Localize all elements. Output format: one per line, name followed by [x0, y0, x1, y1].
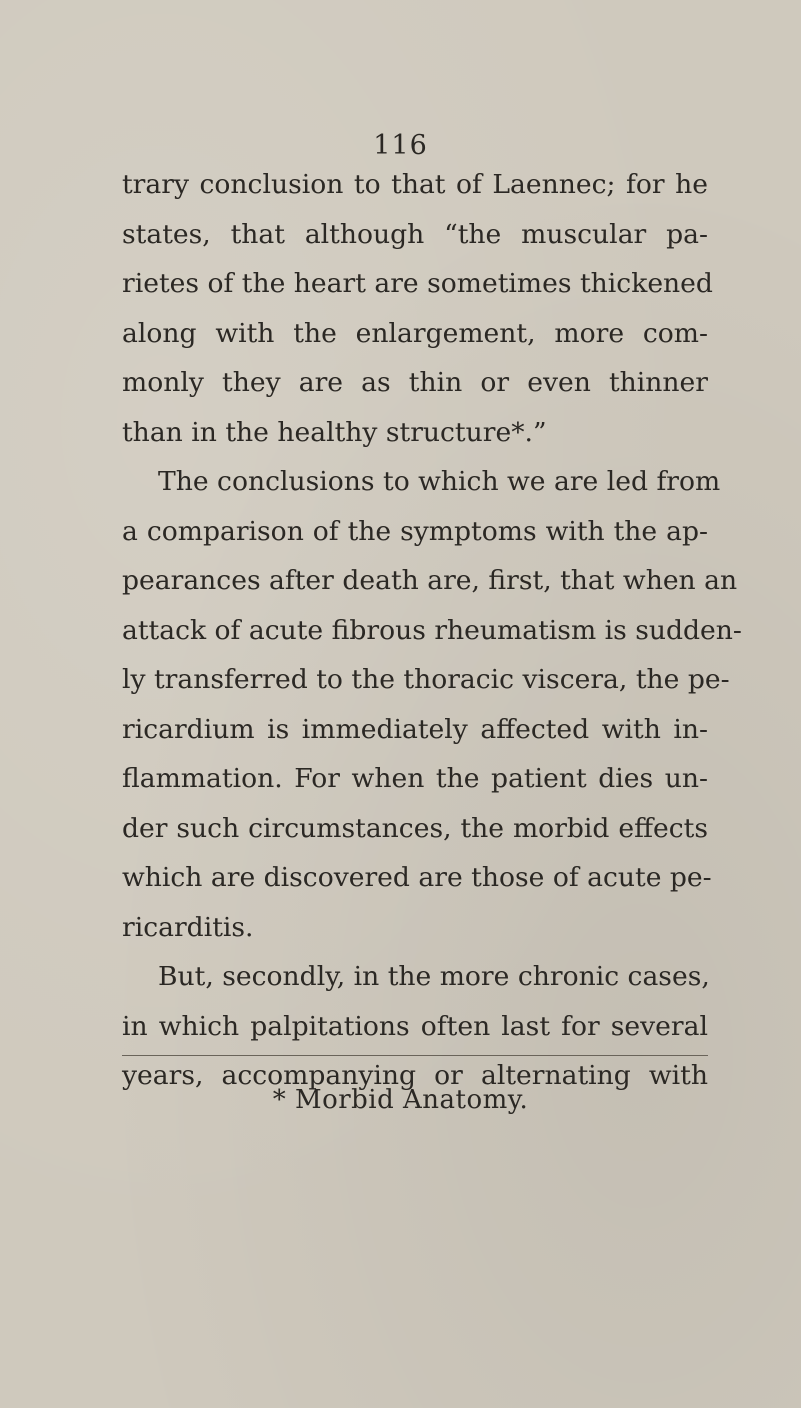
text-line: flammation. For when the patient dies un- — [122, 763, 708, 794]
text-line: monly they are as thin or even thinner — [122, 367, 708, 398]
text-line: ricarditis. — [122, 911, 254, 943]
text-line: years, accompanying or alternating with — [122, 1060, 708, 1091]
body-text — [122, 160, 742, 1101]
text-line: trary conclusion to that of Laennec; for he — [122, 169, 708, 200]
text-line: along with the enlargement, more com- — [122, 317, 708, 349]
text-line: ricardium is immediately affected with in- — [122, 713, 708, 745]
text-line: states, that although “the muscular pa- — [122, 218, 708, 250]
text-line: than in the healthy structure*.” — [122, 416, 547, 448]
text-line: The conclusions to which we are led from — [158, 466, 721, 497]
text-line: pearances after death are, first, that when an — [122, 565, 738, 596]
footnote: * Morbid Anatomy. — [272, 1085, 529, 1115]
text-line: rietes of the heart are sometimes thickened — [122, 268, 713, 299]
text-line: But, secondly, in the more chronic cases, — [158, 961, 710, 992]
text-line: a comparison of the symptoms with the ap- — [122, 515, 708, 547]
footnote-divider — [122, 1055, 708, 1056]
page-number: 116 — [373, 130, 428, 161]
text-line: ly transferred to the thoracic viscera, the pe- — [122, 664, 730, 695]
text-line: attack of acute fibrous rheumatism is sudden- — [122, 614, 742, 646]
text-line: der such circumstances, the morbid effects — [122, 812, 708, 844]
text-line: which are discovered are those of acute pe- — [122, 862, 712, 893]
text-line: in which palpitations often last for several — [122, 1010, 708, 1042]
